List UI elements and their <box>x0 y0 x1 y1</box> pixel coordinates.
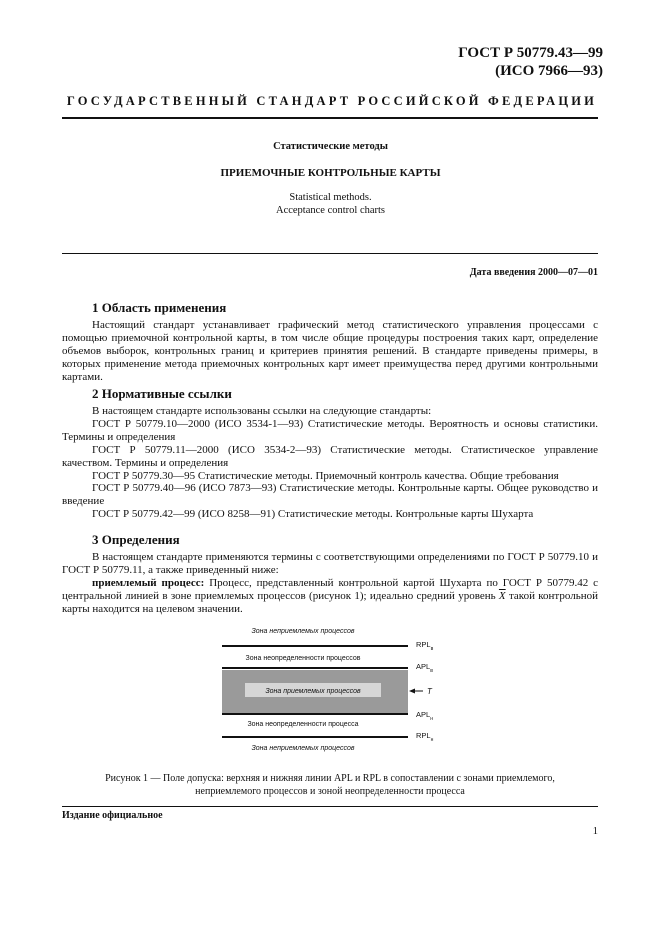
introduction-date: Дата введения 2000—07—01 <box>469 267 598 278</box>
zone-acceptable-label: Зона приемлемых процессов <box>265 688 361 695</box>
rpl-upper-label: $RPL_в$ <box>416 640 434 652</box>
tolerance-zone-diagram <box>218 625 443 755</box>
x-bar-symbol: $\overline{X}$ <box>498 589 506 602</box>
title-en-line1: Statistical methods. <box>289 192 372 203</box>
section-2-intro: В настоящем стандарте использованы ссылки на следующие стандарты: <box>92 405 432 417</box>
rpl-lower-label: $RPL_н$ <box>416 731 434 743</box>
apl-upper-label: $APL_в$ <box>416 662 433 674</box>
section-1-text: Настоящий стандарт устанавливает графический метод статистического управления процессами с помощью приемочной контрольной карты, в том числе общие процедуры построения таких карт, определение объемов выборок, контрольных границ и критериев принятия решений. В стандарте приведены примеры, в которых применение метода приемочных контрольных карт имеет преимущества перед другими контрольными картами. <box>62 319 598 383</box>
reference-item: ГОСТ Р 50779.40—96 (ИСО 7873—93) Статистические методы. Контрольные карты. Общее руководство и введение <box>62 482 598 508</box>
zone-unacceptable-top-label: Зона неприемлемых процессов <box>251 628 355 635</box>
zone-uncertain-top-label: Зона неопределенности процессов <box>245 655 361 662</box>
header-rule <box>62 117 598 119</box>
section-2-heading: 2 Нормативные ссылки <box>92 386 232 401</box>
gost-number: ГОСТ Р 50779.43—99 <box>458 45 603 61</box>
figure-caption-line1: Рисунок 1 — Поле допуска: верхняя и нижняя линии APL и RPL в сопоставлении с зонами приемлемого, <box>105 773 555 784</box>
section-1-heading: 1 Область применения <box>92 300 227 315</box>
reference-item: ГОСТ Р 50779.11—2000 (ИСО 3534-2—93) Статистические методы. Статистическое управление качеством. Термины и определения <box>62 443 598 469</box>
main-title-ru: ПРИЕМОЧНЫЕ КОНТРОЛЬНЫЕ КАРТЫ <box>220 167 441 179</box>
zone-uncertain-bottom-label: Зона неопределенности процесса <box>247 721 359 728</box>
definition-text-a: Процесс, представленный контрольной картой Шухарта по ГОСТ Р 50779.42 с центральной линией в зоне приемлемых процессов (рисунок 1); идеально средний уровень <box>62 576 598 602</box>
target-label: T <box>427 687 432 696</box>
apl-lower-label: $APL_н$ <box>416 710 433 722</box>
section-2-body <box>62 405 598 521</box>
section-1-body <box>62 319 598 384</box>
target-arrow-head <box>409 689 415 694</box>
reference-item: ГОСТ Р 50779.42—99 (ИСО 8258—91) Статистические методы. Контрольные карты Шухарта <box>92 508 534 521</box>
section-3-intro: В настоящем стандарте применяются термины с соответствующими определениями по ГОСТ Р 50779.10 и ГОСТ Р 50779.11, а также приведенный ниже: <box>62 551 598 576</box>
section-3-body <box>62 551 598 616</box>
reference-item: ГОСТ Р 50779.30—95 Статистические методы. Приемочный контроль качества. Общие требования <box>92 469 559 482</box>
definition-term: приемлемый процесс: <box>92 576 205 589</box>
reference-item: ГОСТ Р 50779.10—2000 (ИСО 3534-1—93) Статистические методы. Вероятность и основы статистики. Термины и определения <box>62 417 598 443</box>
official-edition: Издание официальное <box>62 810 163 821</box>
zone-unacceptable-bottom-label: Зона неприемлемых процессов <box>251 745 355 752</box>
title-rule <box>62 253 598 254</box>
state-standard-title: ГОСУДАРСТВЕННЫЙ СТАНДАРТ РОССИЙСКОЙ ФЕДЕРАЦИИ <box>66 94 598 108</box>
footer-rule <box>62 806 598 807</box>
document-code <box>458 44 603 80</box>
iso-reference: (ИСО 7966—93) <box>495 63 603 79</box>
title-en <box>0 191 661 217</box>
figure-caption-line2: неприемлемого процессов и зоной неопределенности процесса <box>195 786 465 797</box>
definition-text-b: такой контрольной карты находится на целевом значении. <box>62 589 598 615</box>
subtitle-ru: Статистические методы <box>273 141 388 152</box>
section-3-heading: 3 Определения <box>92 532 180 547</box>
figure-caption <box>62 772 598 798</box>
definition-paragraph <box>62 577 598 616</box>
page-number: 1 <box>592 826 598 837</box>
title-en-line2: Acceptance control charts <box>275 205 386 216</box>
